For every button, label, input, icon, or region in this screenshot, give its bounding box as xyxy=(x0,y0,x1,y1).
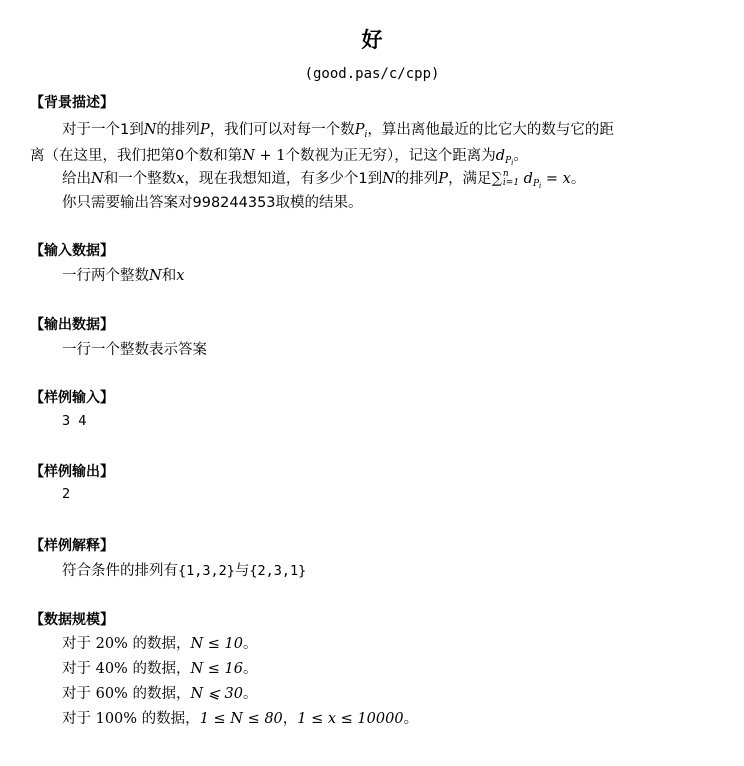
limit-row: 对于 100% 的数据，1 ≤ N ≤ 80，1 ≤ x ≤ 10000。 xyxy=(62,711,419,727)
limit-row: 对于 20% 的数据，N ≤ 10。 xyxy=(62,636,258,652)
problem-title: 好 xyxy=(361,28,383,52)
file-names: (good.pas/c/cpp) xyxy=(304,66,440,82)
background-heading: 【背景描述】 xyxy=(30,95,114,111)
background-line-1: 对于一个1到N的排列P，我们可以对每一个数$P_i$，算出离他最近的比它大的数与它的距 xyxy=(62,122,614,140)
sample-input-heading: 【样例输入】 xyxy=(30,390,114,406)
input-heading: 【输入数据】 xyxy=(30,243,114,259)
background-line-2: 离（在这里，我们把第0个数和第N + 1个数视为正无穷），记这个距离为$d_{Pi}$。 xyxy=(30,148,528,167)
sum-symbol: ∑ xyxy=(491,171,502,187)
output-text: 一行一个整数表示答案 xyxy=(62,342,207,358)
output-heading: 【输出数据】 xyxy=(30,317,114,333)
background-line-3: 给出N和一个整数x，现在我想知道，有多少个1到N的排列P，满足∑ n i=1 $d_{Pi} = x$。 xyxy=(62,169,586,190)
sample-output-heading: 【样例输出】 xyxy=(30,464,114,480)
explanation-text: 符合条件的排列有{1,3,2}与{2,3,1} xyxy=(62,563,307,579)
sample-output-text: 2 xyxy=(62,486,71,502)
limits-heading: 【数据规模】 xyxy=(30,612,114,628)
input-text: 一行两个整数N和x xyxy=(62,268,185,284)
background-line-4: 你只需要输出答案对998244353取模的结果。 xyxy=(62,195,363,211)
limit-row: 对于 60% 的数据，N ⩽ 30。 xyxy=(62,686,258,702)
limit-row: 对于 40% 的数据，N ≤ 16。 xyxy=(62,661,258,677)
sample-input-text: 3 4 xyxy=(62,413,87,429)
explanation-heading: 【样例解释】 xyxy=(30,538,114,554)
